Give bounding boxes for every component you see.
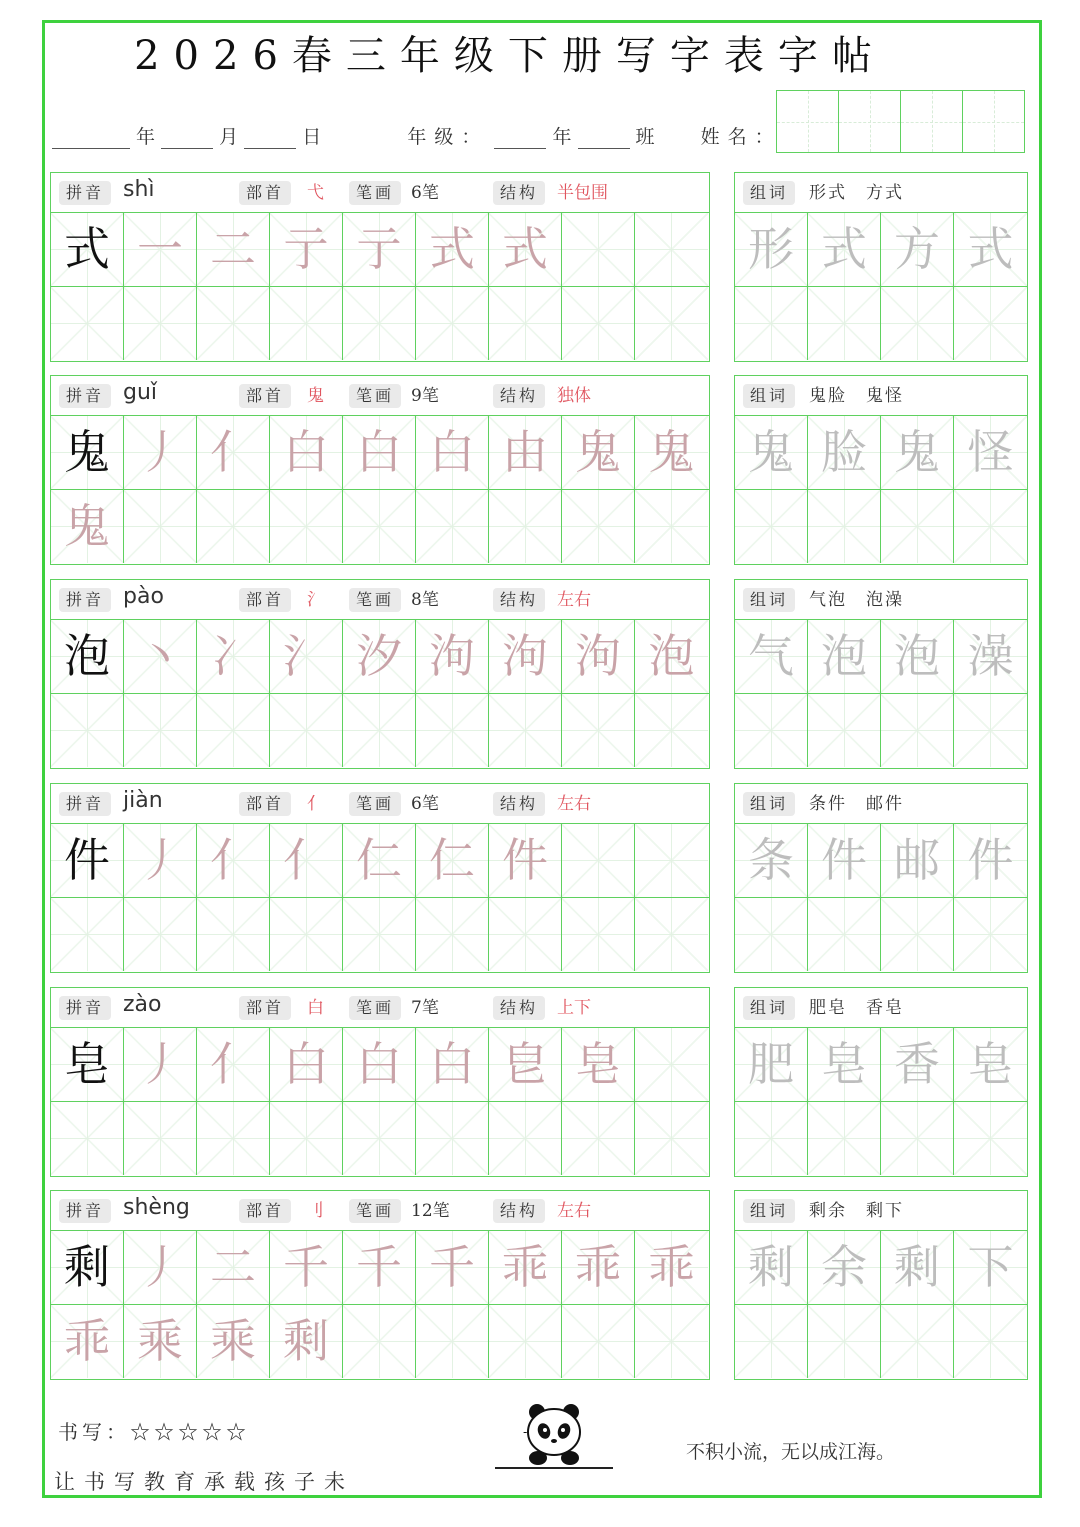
empty-practice-cell[interactable] <box>635 1102 708 1175</box>
empty-practice-cell[interactable] <box>635 898 708 971</box>
word-practice-row <box>735 1304 1027 1377</box>
radical-value: 鬼 <box>307 386 324 406</box>
practice-panel <box>50 1190 710 1380</box>
structure-tag: 结构 <box>493 996 545 1020</box>
empty-practice-cell[interactable] <box>270 490 343 563</box>
word-trace-cell[interactable]: 鬼 <box>735 416 808 489</box>
structure-tag: 结构 <box>493 1199 545 1223</box>
empty-practice-cell[interactable] <box>124 694 197 767</box>
words-tag: 组词 <box>743 181 795 205</box>
page-title: 2026春三年级下册写字表字帖 <box>134 33 886 79</box>
stroke-step-cell[interactable]: 白 <box>416 1028 489 1101</box>
slogan: 让书写教育承载孩子未 <box>54 1470 354 1494</box>
empty-practice-cell[interactable] <box>416 1305 489 1378</box>
empty-practice-cell[interactable] <box>343 287 416 360</box>
words-panel <box>734 172 1028 362</box>
stroke-order-row <box>51 416 709 489</box>
pinyin-tag: 拼音 <box>59 996 111 1020</box>
stroke-order-row <box>51 213 709 286</box>
empty-practice-cell[interactable] <box>489 490 562 563</box>
day-blank[interactable] <box>244 129 296 149</box>
model-cell: 鬼 <box>51 416 124 489</box>
words-value: 鬼脸 鬼怪 <box>809 386 904 406</box>
pinyin-value: jiàn <box>123 788 163 813</box>
stroke-step-cell[interactable]: 冫 <box>197 620 270 693</box>
radical-value: 亻 <box>307 794 324 814</box>
empty-practice-cell[interactable] <box>881 898 954 971</box>
word-trace-cell[interactable]: 皂 <box>808 1028 881 1101</box>
word-practice-row <box>735 693 1027 766</box>
words-header <box>735 1191 1027 1231</box>
empty-practice-cell[interactable] <box>343 490 416 563</box>
empty-practice-cell[interactable] <box>416 490 489 563</box>
stroke-step-cell[interactable]: 乖 <box>51 1305 124 1378</box>
info-header <box>51 376 709 416</box>
stroke-step-cell[interactable]: 千 <box>343 1231 416 1304</box>
words-tag: 组词 <box>743 384 795 408</box>
empty-practice-cell[interactable] <box>343 1305 416 1378</box>
radical-value: 刂 <box>307 1201 324 1221</box>
radical-tag: 部首 <box>239 792 291 816</box>
word-trace-cell[interactable]: 式 <box>808 213 881 286</box>
stroke-step-cell[interactable]: 鬼 <box>562 416 635 489</box>
strokes-value: 7笔 <box>411 998 439 1018</box>
name-boxes[interactable] <box>776 90 1024 153</box>
info-header <box>51 988 709 1028</box>
stroke-step-cell[interactable]: 鬼 <box>51 490 124 563</box>
day-label: 日 <box>302 126 322 148</box>
stroke-step-cell[interactable]: 皀 <box>489 1028 562 1101</box>
words-header <box>735 988 1027 1028</box>
pinyin-value: shì <box>123 177 155 202</box>
strokes-tag: 笔画 <box>349 384 401 408</box>
year-label: 年 <box>136 126 156 148</box>
practice-row <box>51 897 709 970</box>
stroke-step-cell[interactable]: 千 <box>270 1231 343 1304</box>
words-tag: 组词 <box>743 792 795 816</box>
words-panel <box>734 1190 1028 1380</box>
pinyin-tag: 拼音 <box>59 384 111 408</box>
words-panel <box>734 375 1028 565</box>
stroke-step-cell[interactable]: 汐 <box>343 620 416 693</box>
structure-value: 左右 <box>557 794 591 814</box>
stroke-order-row <box>51 620 709 693</box>
stroke-step-cell[interactable]: 一 <box>124 213 197 286</box>
empty-practice-cell[interactable] <box>562 1102 635 1175</box>
stroke-step-cell[interactable]: 丿 <box>124 824 197 897</box>
name-box[interactable] <box>838 90 901 153</box>
stroke-step-cell[interactable]: 千 <box>416 1231 489 1304</box>
empty-practice-cell[interactable] <box>51 1102 124 1175</box>
word-trace-cell[interactable]: 皂 <box>954 1028 1027 1101</box>
stroke-step-cell[interactable]: 乘 <box>197 1305 270 1378</box>
grade-blank[interactable] <box>494 129 546 149</box>
stroke-order-row <box>51 1028 709 1101</box>
empty-practice-cell[interactable] <box>881 1102 954 1175</box>
radical-tag: 部首 <box>239 996 291 1020</box>
stroke-step-cell[interactable]: 亻 <box>197 824 270 897</box>
structure-tag: 结构 <box>493 588 545 612</box>
empty-practice-cell[interactable] <box>197 1102 270 1175</box>
strokes-tag: 笔画 <box>349 181 401 205</box>
empty-practice-cell[interactable] <box>562 213 635 286</box>
empty-practice-cell[interactable] <box>51 898 124 971</box>
radical-value: 白 <box>307 998 324 1018</box>
structure-tag: 结构 <box>493 792 545 816</box>
radical-value: 氵 <box>307 590 324 610</box>
month-label: 月 <box>219 126 239 148</box>
strokes-value: 9笔 <box>411 386 439 406</box>
empty-practice-cell[interactable] <box>808 1102 881 1175</box>
empty-practice-cell[interactable] <box>197 694 270 767</box>
class-label: 班 <box>635 126 655 148</box>
empty-practice-cell[interactable] <box>416 1102 489 1175</box>
model-cell: 件 <box>51 824 124 897</box>
practice-panel <box>50 783 710 973</box>
strokes-value: 8笔 <box>411 590 439 610</box>
empty-practice-cell[interactable] <box>416 287 489 360</box>
word-trace-cell[interactable]: 泡 <box>808 620 881 693</box>
word-trace-cell[interactable]: 形 <box>735 213 808 286</box>
stroke-step-cell[interactable]: 件 <box>489 824 562 897</box>
word-trace-cell[interactable]: 下 <box>954 1231 1027 1304</box>
stroke-step-cell[interactable]: 亍 <box>343 213 416 286</box>
stroke-step-cell[interactable]: 亍 <box>270 213 343 286</box>
empty-practice-cell[interactable] <box>124 287 197 360</box>
structure-value: 半包围 <box>557 183 608 203</box>
stroke-step-cell[interactable]: 剩 <box>270 1305 343 1378</box>
structure-value: 独体 <box>557 386 591 406</box>
pinyin-tag: 拼音 <box>59 1199 111 1223</box>
word-trace-cell[interactable]: 怪 <box>954 416 1027 489</box>
word-trace-cell[interactable]: 件 <box>954 824 1027 897</box>
info-header <box>51 173 709 213</box>
stroke-step-cell[interactable]: 乘 <box>124 1305 197 1378</box>
word-practice-row <box>735 1101 1027 1174</box>
empty-practice-cell[interactable] <box>197 287 270 360</box>
words-header <box>735 376 1027 416</box>
model-cell: 皂 <box>51 1028 124 1101</box>
empty-practice-cell[interactable] <box>954 287 1027 360</box>
model-cell: 剩 <box>51 1231 124 1304</box>
word-trace-row <box>735 416 1027 489</box>
practice-panel <box>50 375 710 565</box>
words-panel <box>734 783 1028 973</box>
strokes-value: 6笔 <box>411 183 439 203</box>
structure-value: 左右 <box>557 590 591 610</box>
name-box[interactable] <box>900 90 963 153</box>
empty-practice-cell[interactable] <box>197 490 270 563</box>
empty-practice-cell[interactable] <box>808 694 881 767</box>
stroke-step-cell[interactable]: 乖 <box>562 1231 635 1304</box>
words-tag: 组词 <box>743 996 795 1020</box>
empty-practice-cell[interactable] <box>562 490 635 563</box>
words-panel <box>734 987 1028 1177</box>
character-block <box>50 1190 1028 1380</box>
model-cell: 泡 <box>51 620 124 693</box>
empty-practice-cell[interactable] <box>124 490 197 563</box>
pinyin-tag: 拼音 <box>59 588 111 612</box>
word-trace-cell[interactable]: 方 <box>881 213 954 286</box>
word-trace-cell[interactable]: 气 <box>735 620 808 693</box>
practice-row <box>51 286 709 359</box>
practice-row <box>51 1101 709 1174</box>
stroke-step-cell[interactable]: 泡 <box>635 620 708 693</box>
words-value: 气泡 泡澡 <box>809 590 904 610</box>
stroke-step-cell[interactable]: 由 <box>489 416 562 489</box>
radical-tag: 部首 <box>239 181 291 205</box>
empty-practice-cell[interactable] <box>635 824 708 897</box>
svg-text:-: - <box>523 1425 528 1439</box>
word-trace-cell[interactable]: 脸 <box>808 416 881 489</box>
rating-stars[interactable]: 书写：☆☆☆☆☆ <box>58 1420 250 1444</box>
empty-practice-cell[interactable] <box>881 287 954 360</box>
pinyin-value: zào <box>123 992 162 1017</box>
word-trace-cell[interactable]: 泡 <box>881 620 954 693</box>
word-trace-row <box>735 1231 1027 1304</box>
empty-practice-cell[interactable] <box>808 1305 881 1378</box>
empty-practice-cell[interactable] <box>635 1028 708 1101</box>
word-trace-cell[interactable]: 条 <box>735 824 808 897</box>
year-blank[interactable] <box>52 129 130 149</box>
stroke-step-cell[interactable]: 白 <box>270 1028 343 1101</box>
word-trace-cell[interactable]: 澡 <box>954 620 1027 693</box>
empty-practice-cell[interactable] <box>735 694 808 767</box>
word-trace-cell[interactable]: 剩 <box>881 1231 954 1304</box>
stroke-step-cell[interactable]: 丿 <box>124 1028 197 1101</box>
stroke-step-cell[interactable]: 泃 <box>416 620 489 693</box>
empty-practice-cell[interactable] <box>51 287 124 360</box>
word-trace-cell[interactable]: 邮 <box>881 824 954 897</box>
pinyin-value: guǐ <box>123 380 158 405</box>
info-header <box>51 784 709 824</box>
date-line <box>52 122 782 149</box>
empty-practice-cell[interactable] <box>562 898 635 971</box>
name-box[interactable] <box>776 90 839 153</box>
stroke-step-cell[interactable]: 白 <box>416 416 489 489</box>
stroke-step-cell[interactable]: 乖 <box>489 1231 562 1304</box>
stroke-step-cell[interactable]: 亻 <box>197 416 270 489</box>
empty-practice-cell[interactable] <box>735 490 808 563</box>
words-panel <box>734 579 1028 769</box>
class-blank[interactable] <box>578 129 630 149</box>
practice-row <box>51 489 709 562</box>
words-tag: 组词 <box>743 588 795 612</box>
empty-practice-cell[interactable] <box>808 898 881 971</box>
info-header <box>51 580 709 620</box>
empty-practice-cell[interactable] <box>197 898 270 971</box>
words-value: 肥皂 香皂 <box>809 998 904 1018</box>
empty-practice-cell[interactable] <box>562 694 635 767</box>
empty-practice-cell[interactable] <box>954 1102 1027 1175</box>
empty-practice-cell[interactable] <box>735 1305 808 1378</box>
empty-practice-cell[interactable] <box>489 287 562 360</box>
word-practice-row <box>735 897 1027 970</box>
word-trace-cell[interactable]: 香 <box>881 1028 954 1101</box>
practice-row <box>51 1304 709 1377</box>
empty-practice-cell[interactable] <box>635 287 708 360</box>
empty-practice-cell[interactable] <box>954 1305 1027 1378</box>
strokes-value: 6笔 <box>411 794 439 814</box>
empty-practice-cell[interactable] <box>124 1102 197 1175</box>
stroke-step-cell[interactable]: 仁 <box>416 824 489 897</box>
empty-practice-cell[interactable] <box>954 694 1027 767</box>
empty-practice-cell[interactable] <box>954 490 1027 563</box>
structure-tag: 结构 <box>493 181 545 205</box>
stroke-step-cell[interactable]: 白 <box>343 1028 416 1101</box>
stroke-step-cell[interactable]: 皂 <box>562 1028 635 1101</box>
stroke-step-cell[interactable]: 式 <box>416 213 489 286</box>
pinyin-value: shèng <box>123 1195 190 1220</box>
stroke-step-cell[interactable]: 丿 <box>124 416 197 489</box>
word-trace-cell[interactable]: 件 <box>808 824 881 897</box>
stroke-step-cell[interactable]: 二 <box>197 1231 270 1304</box>
radical-value: 弋 <box>307 183 324 203</box>
empty-practice-cell[interactable] <box>635 1305 708 1378</box>
panda-icon <box>493 1398 615 1472</box>
stroke-step-cell[interactable]: 白 <box>270 416 343 489</box>
word-trace-row <box>735 1028 1027 1101</box>
empty-practice-cell[interactable] <box>416 898 489 971</box>
grade-label: 年级： <box>407 126 489 148</box>
practice-row <box>51 693 709 766</box>
word-trace-row <box>735 824 1027 897</box>
name-label: 姓名： <box>700 126 782 148</box>
words-value: 剩余 剩下 <box>809 1201 904 1221</box>
radical-tag: 部首 <box>239 1199 291 1223</box>
word-practice-row <box>735 489 1027 562</box>
empty-practice-cell[interactable] <box>735 898 808 971</box>
words-header <box>735 173 1027 213</box>
practice-panel <box>50 172 710 362</box>
empty-practice-cell[interactable] <box>635 694 708 767</box>
practice-panel <box>50 987 710 1177</box>
practice-panel <box>50 579 710 769</box>
character-block <box>50 172 1028 362</box>
empty-practice-cell[interactable] <box>489 1102 562 1175</box>
character-block <box>50 987 1028 1177</box>
word-trace-cell[interactable]: 鬼 <box>881 416 954 489</box>
empty-practice-cell[interactable] <box>416 694 489 767</box>
strokes-tag: 笔画 <box>349 1199 401 1223</box>
grade-year-label: 年 <box>552 126 572 148</box>
empty-practice-cell[interactable] <box>562 824 635 897</box>
words-header <box>735 784 1027 824</box>
empty-practice-cell[interactable] <box>51 694 124 767</box>
empty-practice-cell[interactable] <box>635 213 708 286</box>
pinyin-tag: 拼音 <box>59 181 111 205</box>
stroke-step-cell[interactable]: 泃 <box>489 620 562 693</box>
empty-practice-cell[interactable] <box>562 1305 635 1378</box>
pinyin-value: pào <box>123 584 164 609</box>
strokes-tag: 笔画 <box>349 588 401 612</box>
empty-practice-cell[interactable] <box>881 490 954 563</box>
name-box[interactable] <box>962 90 1025 153</box>
radical-tag: 部首 <box>239 384 291 408</box>
empty-practice-cell[interactable] <box>270 694 343 767</box>
stroke-step-cell[interactable]: 式 <box>489 213 562 286</box>
words-value: 形式 方式 <box>809 183 904 203</box>
quote: 不积小流，无以成江海。 <box>686 1441 896 1463</box>
character-block <box>50 375 1028 565</box>
stroke-step-cell[interactable]: 鬼 <box>635 416 708 489</box>
structure-tag: 结构 <box>493 384 545 408</box>
stroke-step-cell[interactable]: 亻 <box>197 1028 270 1101</box>
stroke-step-cell[interactable]: 氵 <box>270 620 343 693</box>
empty-practice-cell[interactable] <box>954 898 1027 971</box>
word-trace-cell[interactable]: 肥 <box>735 1028 808 1101</box>
stroke-step-cell[interactable]: 白 <box>343 416 416 489</box>
word-trace-cell[interactable]: 余 <box>808 1231 881 1304</box>
empty-practice-cell[interactable] <box>808 490 881 563</box>
structure-value: 左右 <box>557 1201 591 1221</box>
empty-practice-cell[interactable] <box>270 898 343 971</box>
strokes-value: 12笔 <box>411 1201 450 1221</box>
empty-practice-cell[interactable] <box>735 1102 808 1175</box>
empty-practice-cell[interactable] <box>881 694 954 767</box>
stroke-step-cell[interactable]: 二 <box>197 213 270 286</box>
empty-practice-cell[interactable] <box>124 898 197 971</box>
word-trace-row <box>735 620 1027 693</box>
word-trace-cell[interactable]: 剩 <box>735 1231 808 1304</box>
empty-practice-cell[interactable] <box>489 898 562 971</box>
radical-tag: 部首 <box>239 588 291 612</box>
stroke-step-cell[interactable]: 乖 <box>635 1231 708 1304</box>
empty-practice-cell[interactable] <box>808 287 881 360</box>
empty-practice-cell[interactable] <box>343 898 416 971</box>
empty-practice-cell[interactable] <box>343 694 416 767</box>
info-header <box>51 1191 709 1231</box>
words-header <box>735 580 1027 620</box>
word-practice-row <box>735 286 1027 359</box>
word-trace-cell[interactable]: 式 <box>954 213 1027 286</box>
model-cell: 式 <box>51 213 124 286</box>
stroke-step-cell[interactable]: 亻 <box>270 824 343 897</box>
empty-practice-cell[interactable] <box>489 1305 562 1378</box>
empty-practice-cell[interactable] <box>881 1305 954 1378</box>
strokes-tag: 笔画 <box>349 996 401 1020</box>
words-tag: 组词 <box>743 1199 795 1223</box>
stroke-order-row <box>51 824 709 897</box>
empty-practice-cell[interactable] <box>735 287 808 360</box>
stroke-step-cell[interactable]: 泃 <box>562 620 635 693</box>
month-blank[interactable] <box>161 129 213 149</box>
stroke-step-cell[interactable]: 丿 <box>124 1231 197 1304</box>
structure-value: 上下 <box>557 998 591 1018</box>
stroke-step-cell[interactable]: 仁 <box>343 824 416 897</box>
character-block <box>50 579 1028 769</box>
empty-practice-cell[interactable] <box>270 1102 343 1175</box>
empty-practice-cell[interactable] <box>489 694 562 767</box>
empty-practice-cell[interactable] <box>635 490 708 563</box>
pinyin-tag: 拼音 <box>59 792 111 816</box>
empty-practice-cell[interactable] <box>343 1102 416 1175</box>
empty-practice-cell[interactable] <box>562 287 635 360</box>
empty-practice-cell[interactable] <box>270 287 343 360</box>
stroke-step-cell[interactable]: 丶 <box>124 620 197 693</box>
words-value: 条件 邮件 <box>809 794 904 814</box>
stroke-order-row <box>51 1231 709 1304</box>
character-block <box>50 783 1028 973</box>
strokes-tag: 笔画 <box>349 792 401 816</box>
word-trace-row <box>735 213 1027 286</box>
